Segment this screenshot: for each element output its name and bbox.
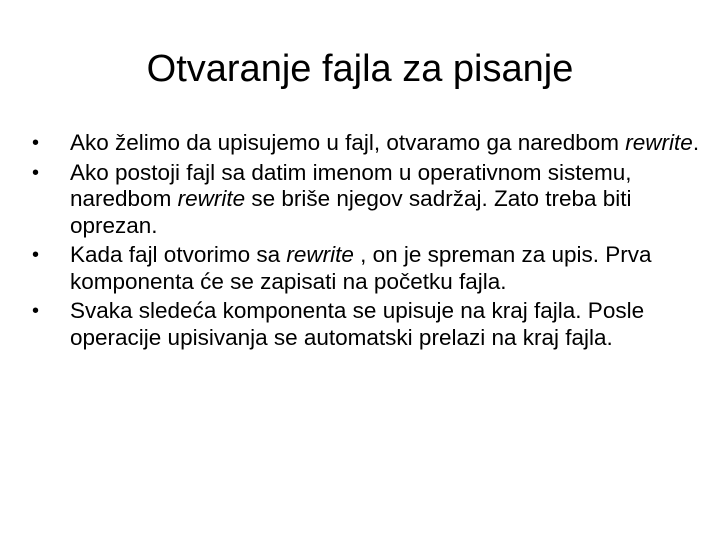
bullet-text-part: Kada fajl otvorimo sa	[70, 242, 287, 267]
bullet-item-2	[28, 160, 700, 240]
bullet-text	[70, 298, 644, 350]
bullet-dot-icon: •	[32, 161, 40, 184]
bullet-item-3	[28, 242, 700, 295]
bullet-dot-icon: •	[32, 244, 40, 266]
bullet-emphasis: rewrite	[286, 242, 354, 267]
bullet-dot-icon: •	[32, 132, 40, 154]
bullet-text	[70, 242, 652, 294]
bullet-text-part: Ako želimo da upisujemo u fajl, otvaramo ga naredbom	[70, 130, 626, 155]
bullet-text-part: .	[692, 130, 700, 155]
bullet-item-1	[28, 130, 700, 157]
bullet-emphasis: rewrite	[625, 130, 693, 155]
bullet-item-4	[28, 298, 700, 351]
bullet-text-part: se briše njegov sadržaj. Zato treba biti oprezan.	[70, 186, 632, 238]
bullet-text	[70, 130, 699, 155]
bullet-dot-icon: •	[32, 300, 40, 322]
bullet-list	[28, 130, 700, 354]
bullet-text-part: , on je spreman za upis. Prva komponenta će se zapisati na početku fajla.	[70, 242, 652, 294]
bullet-text-part: Svaka sledeća komponenta se upisuje na kraj fajla. Posle operacije upisivanja se automatski prelazi na kraj fajla.	[70, 298, 645, 350]
bullet-text-part: Ako postoji fajl sa datim imenom u operativnom sistemu, naredbom	[70, 159, 632, 211]
bullet-text	[70, 160, 632, 238]
slide-title: Otvaranje fajla za pisanje	[146, 48, 574, 90]
bullet-emphasis: rewrite	[177, 186, 246, 211]
